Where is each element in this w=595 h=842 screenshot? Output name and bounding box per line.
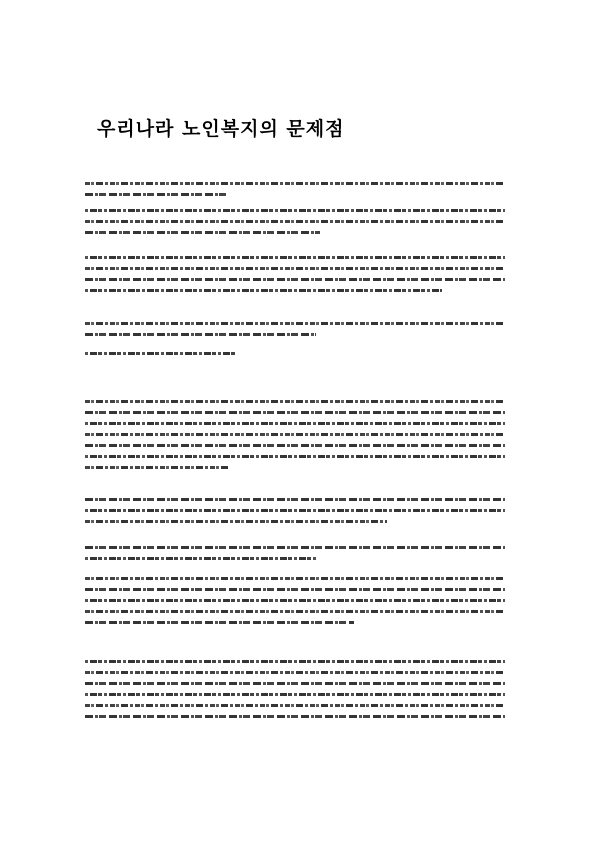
text-line [85,278,505,281]
text-line [85,599,505,602]
text-line [85,693,505,696]
text-line [85,400,505,403]
text-line [85,546,505,549]
text-line [85,520,387,523]
text-line [85,455,505,458]
paragraph-1-4 [85,322,505,344]
text-line [85,588,505,591]
paragraph-1-1 [85,182,505,204]
paragraph-1-5 [85,352,505,363]
text-line [85,704,505,707]
text-line [85,289,442,292]
paragraph-2-3 [85,546,505,568]
text-line [85,715,505,718]
paragraph-1-3 [85,256,505,300]
text-line [85,671,505,674]
text-line [85,193,228,196]
paragraph-2-2 [85,498,505,531]
text-line [85,267,505,270]
text-line [85,411,505,414]
text-line [85,433,505,436]
paragraph-2-4 [85,577,505,632]
text-line [85,182,505,185]
text-line [85,610,505,613]
paragraph-2-5 [85,660,505,726]
text-line [85,660,505,663]
text-line [85,333,316,336]
paragraph-2-1 [85,400,505,477]
text-line [85,577,505,580]
paragraph-1-2 [85,209,505,242]
text-line [85,231,320,234]
text-line [85,682,505,685]
text-line [85,422,505,425]
text-line [85,621,354,624]
text-line [85,256,505,259]
text-line [85,509,505,512]
text-line [85,209,505,212]
document-title: 우리나라 노인복지의 문제점 [97,118,345,140]
text-line [85,322,505,325]
text-line [85,498,505,501]
text-line [85,220,505,223]
text-line [85,444,505,447]
text-line [85,466,228,469]
text-line [85,352,236,355]
text-line [85,557,316,560]
